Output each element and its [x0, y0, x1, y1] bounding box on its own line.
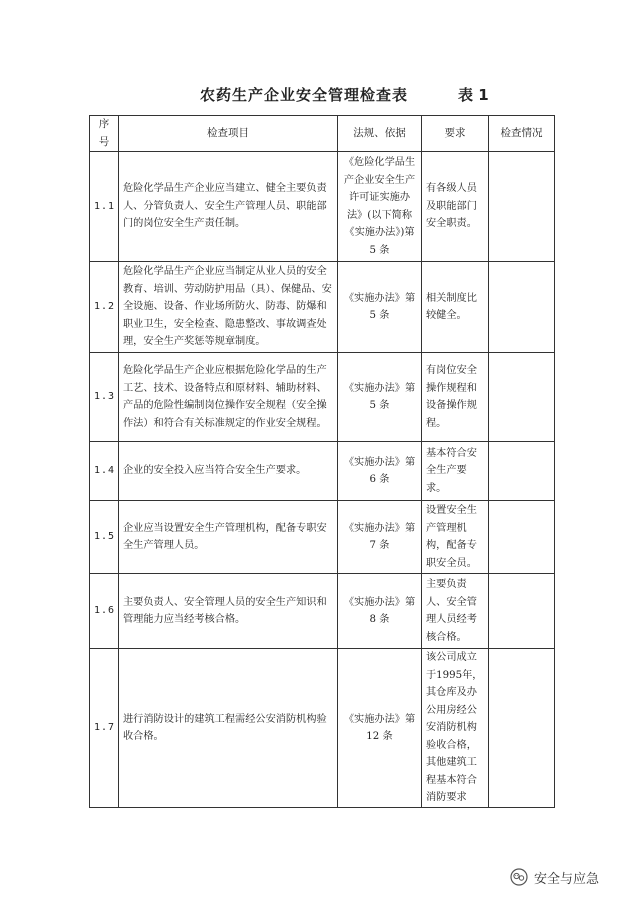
law-basis: 《危险化学品生产企业安全生产许可证实施办法》(以下简称《实施办法》)第 5 条 — [338, 152, 422, 262]
table-row — [90, 574, 555, 649]
law-basis: 《实施办法》第 5 条 — [338, 262, 422, 353]
row-number: 1.1 — [90, 152, 119, 262]
table-row — [90, 152, 555, 262]
table-row — [90, 501, 555, 574]
check-item: 主要负责人、安全管理人员的安全生产知识和管理能力应当经考核合格。 — [119, 574, 338, 649]
requirement: 该公司成立于1995年，其仓库及办公用房经公安消防机构验收合格，其他建筑工程基本符合消防要求 — [422, 649, 489, 808]
check-result — [489, 574, 555, 649]
check-result — [489, 501, 555, 574]
check-item: 危险化学品生产企业应根据危险化学品的生产工艺、技术、设备特点和原材料、辅助材料、产品的危险性编制岗位操作安全规程（安全操作法）和符合有关标准规定的作业安全规程。 — [119, 353, 338, 442]
table-row — [90, 353, 555, 442]
requirement: 有各级人员及职能部门安全职责。 — [422, 152, 489, 262]
law-basis: 《实施办法》第 7 条 — [338, 501, 422, 574]
row-number: 1.4 — [90, 442, 119, 501]
check-item: 进行消防设计的建筑工程需经公安消防机构验收合格。 — [119, 649, 338, 808]
requirement: 设置安全生产管理机构，配备专职安全员。 — [422, 501, 489, 574]
row-number: 1.6 — [90, 574, 119, 649]
col-header-law: 法规、依据 — [338, 116, 422, 152]
check-item: 企业应当设置安全生产管理机构，配备专职安全生产管理人员。 — [119, 501, 338, 574]
law-basis: 《实施办法》第 12 条 — [338, 649, 422, 808]
col-header-check: 检查情况 — [489, 116, 555, 152]
check-item: 企业的安全投入应当符合安全生产要求。 — [119, 442, 338, 501]
check-item: 危险化学品生产企业应当制定从业人员的安全教育、培训、劳动防护用品（具）、保健品、安全设施、设备、作业场所防火、防毒、防爆和职业卫生，安全检查、隐患整改、事故调查处理，安全生产奖惩等规章制度。 — [119, 262, 338, 353]
col-header-no: 序号 — [90, 116, 119, 152]
wechat-icon — [510, 868, 528, 886]
header-row — [90, 116, 555, 152]
law-basis: 《实施办法》第 6 条 — [338, 442, 422, 501]
col-header-requirement: 要求 — [422, 116, 489, 152]
check-result — [489, 442, 555, 501]
check-result — [489, 262, 555, 353]
watermark-text: 安全与应急 — [534, 871, 600, 887]
col-header-item: 检查项目 — [119, 116, 338, 152]
check-item: 危险化学品生产企业应当建立、健全主要负责人、分管负责人、安全生产管理人员、职能部门的岗位安全生产责任制。 — [119, 152, 338, 262]
row-number: 1.5 — [90, 501, 119, 574]
law-basis: 《实施办法》第 8 条 — [338, 574, 422, 649]
title-row — [200, 84, 500, 110]
requirement: 相关制度比较健全。 — [422, 262, 489, 353]
check-result — [489, 649, 555, 808]
inspection-table — [89, 115, 555, 808]
table-row — [90, 262, 555, 353]
table-row — [90, 442, 555, 501]
document-title: 农药生产企业安全管理检查表 — [200, 86, 409, 104]
row-number: 1.2 — [90, 262, 119, 353]
requirement: 基本符合安全生产要求。 — [422, 442, 489, 501]
table-row — [90, 649, 555, 808]
law-basis: 《实施办法》第 5 条 — [338, 353, 422, 442]
requirement: 有岗位安全操作规程和设备操作规程。 — [422, 353, 489, 442]
requirement: 主要负责人、安全管理人员经考核合格。 — [422, 574, 489, 649]
row-number: 1.7 — [90, 649, 119, 808]
check-result — [489, 152, 555, 262]
watermark — [510, 866, 599, 888]
table-label: 表 1 — [458, 86, 489, 104]
check-result — [489, 353, 555, 442]
row-number: 1.3 — [90, 353, 119, 442]
